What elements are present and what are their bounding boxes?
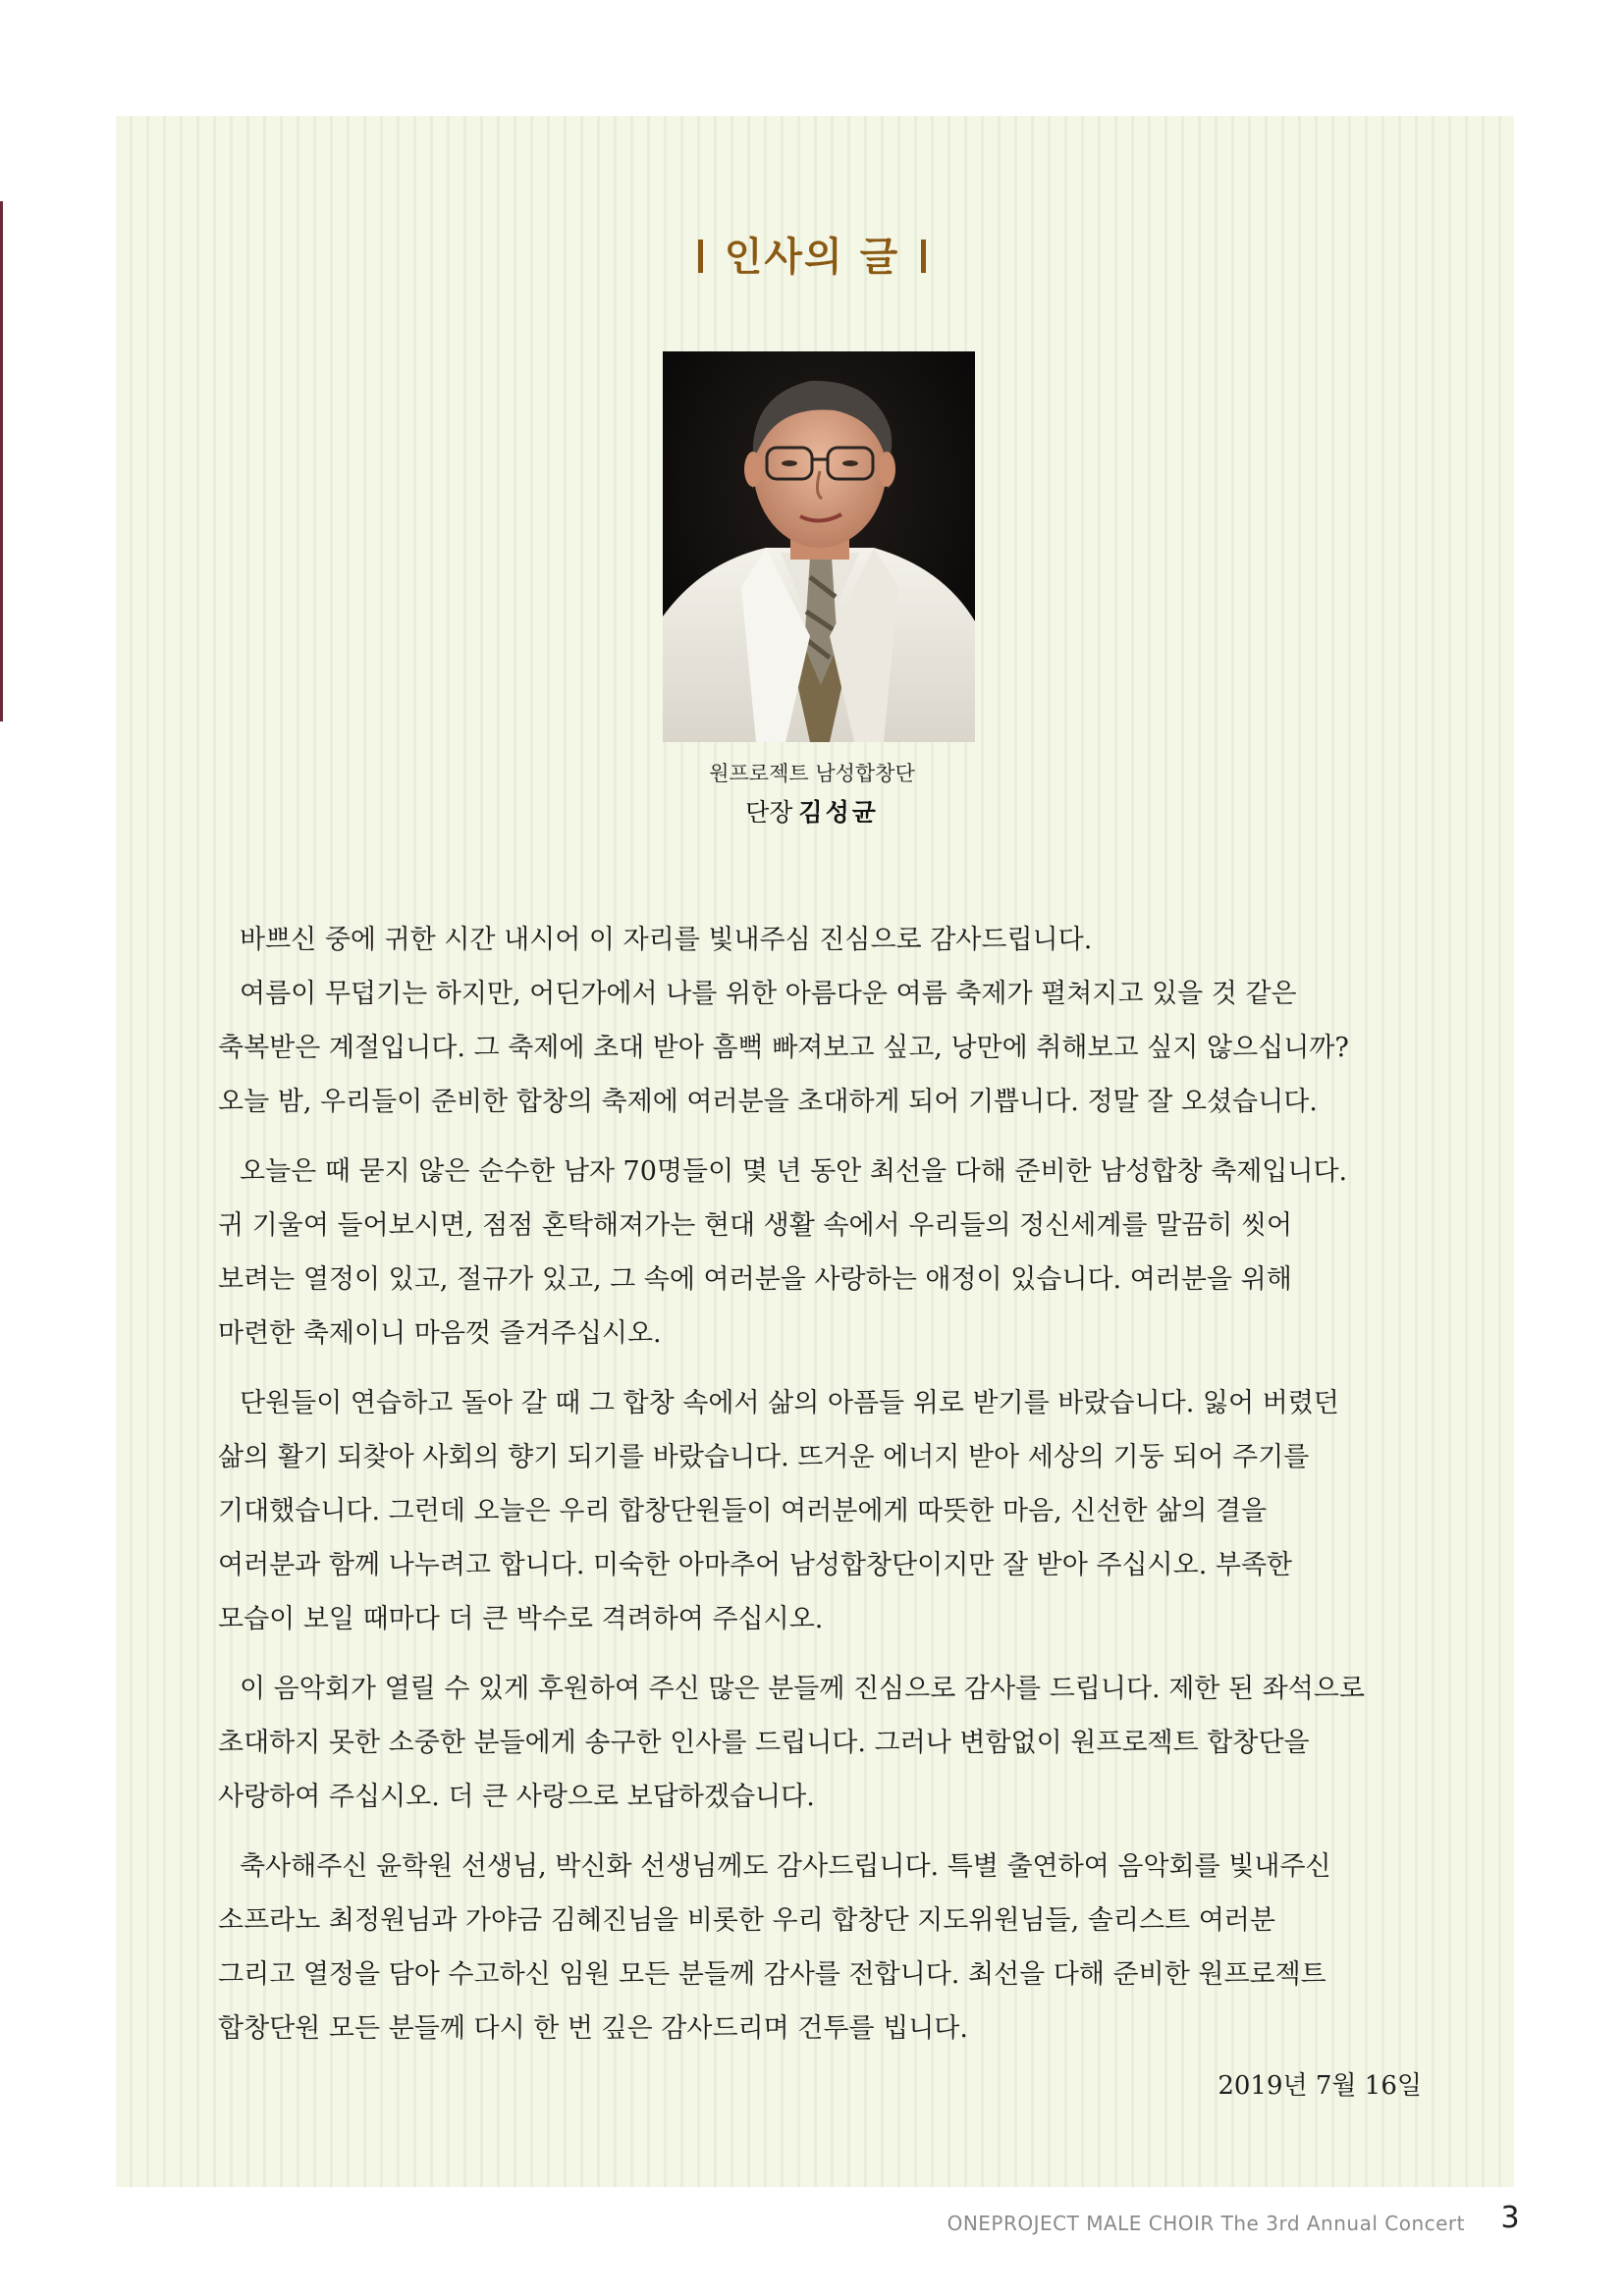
text-line: 소프라노 최정원님과 가야금 김혜진님을 비롯한 우리 합창단 지도위원님들, 솔리스트 여러분 (218, 1905, 1275, 1936)
text-line: 삶의 활기 되찾아 사회의 향기 되기를 바랐습니다. 뜨거운 에너지 받아 세상의 기둥 되어 주기를 (218, 1442, 1310, 1472)
text-line: 단원들이 연습하고 돌아 갈 때 그 합창 속에서 삶의 아픔들 위로 받기를 바랐습니다. 잃어 버렸던 (240, 1388, 1339, 1418)
text-line: 모습이 보일 때마다 더 큰 박수로 격려하여 주십시오. (218, 1604, 824, 1634)
caption-organization: 원프로젝트 남성합창단 (709, 762, 915, 785)
caption-name: 김성균 (798, 798, 879, 827)
portrait-illustration (663, 351, 975, 742)
paragraph (218, 1145, 1422, 1361)
paragraph (218, 913, 1422, 1129)
text-line: 귀 기울여 들어보시면, 점점 혼탁해져가는 현대 생활 속에서 우리들의 정신세계를 말끔히 씻어 (218, 1210, 1293, 1241)
text-line: 이 음악회가 열릴 수 있게 후원하여 주신 많은 분들께 진심으로 감사를 드립니다. 제한 된 좌석으로 (240, 1674, 1365, 1704)
text-line: 보려는 열정이 있고, 절규가 있고, 그 속에 여러분을 사랑하는 애정이 있습니다. 여러분을 위해 (218, 1264, 1292, 1295)
text-line: 그리고 열정을 담아 수고하신 임원 모든 분들께 감사를 전합니다. 최선을 다해 준비한 원프로젝트 (218, 1959, 1326, 1990)
text-line: 마련한 축제이니 마음껏 즐겨주십시오. (218, 1318, 662, 1349)
heading-bar-left (698, 240, 703, 273)
caption-role: 단장 (745, 798, 793, 827)
text-line: 여러분과 함께 나누려고 합니다. 미숙한 아마추어 남성합창단이지만 잘 받아 주십시오. 부족한 (218, 1550, 1293, 1580)
paragraph (218, 1376, 1422, 1646)
paragraph (218, 1662, 1422, 1824)
text-line: 오늘은 때 묻지 않은 순수한 남자 70명들이 몇 년 동안 최선을 다해 준비한 남성합창 축제입니다. (240, 1156, 1348, 1187)
page-number: 3 (1500, 2201, 1520, 2235)
footer-concert-title: ONEPROJECT MALE CHOIR The 3rd Annual Concert (947, 2212, 1465, 2235)
text-line: 축사해주신 윤학원 선생님, 박신화 선생님께도 감사드립니다. 특별 출연하여 음악회를 빛내주신 (240, 1851, 1331, 1882)
text-line: 오늘 밤, 우리들이 준비한 합창의 축제에 여러분을 초대하게 되어 기쁩니다. 정말 잘 오셨습니다. (218, 1087, 1318, 1117)
text-line: 사랑하여 주십시오. 더 큰 사랑으로 보답하겠습니다. (218, 1782, 815, 1812)
caption-person (0, 793, 1624, 828)
text-line: 여름이 무덥기는 하지만, 어딘가에서 나를 위한 아름다운 여름 축제가 펼쳐지고 있을 것 같은 (240, 979, 1297, 1009)
page-heading (0, 226, 1624, 282)
text-line: 초대하지 못한 소중한 분들에게 송구한 인사를 드립니다. 그러나 변함없이 원프로젝트 합창단을 (218, 1728, 1310, 1758)
heading-bar-right (921, 240, 926, 273)
text-line: 기대했습니다. 그런데 오늘은 우리 합창단원들이 여러분에게 따뜻한 마음, 신선한 삶의 결을 (218, 1496, 1268, 1526)
heading-title: 인사의 글 (724, 235, 900, 280)
paragraph (218, 1840, 1422, 2056)
text-line: 합창단원 모든 분들께 다시 한 번 깊은 감사드리며 건투를 빕니다. (218, 2013, 968, 2044)
text-line: 바쁘신 중에 귀한 시간 내시어 이 자리를 빛내주심 진심으로 감사드립니다. (240, 925, 1093, 955)
portrait-photo (663, 351, 975, 742)
letter-date: 2019년 7월 16일 (1218, 2071, 1422, 2101)
greeting-body (218, 913, 1422, 2071)
text-line: 축복받은 계절입니다. 그 축제에 초대 받아 흠뻑 빠져보고 싶고, 낭만에 취해보고 싶지 않으십니까? (218, 1033, 1349, 1063)
